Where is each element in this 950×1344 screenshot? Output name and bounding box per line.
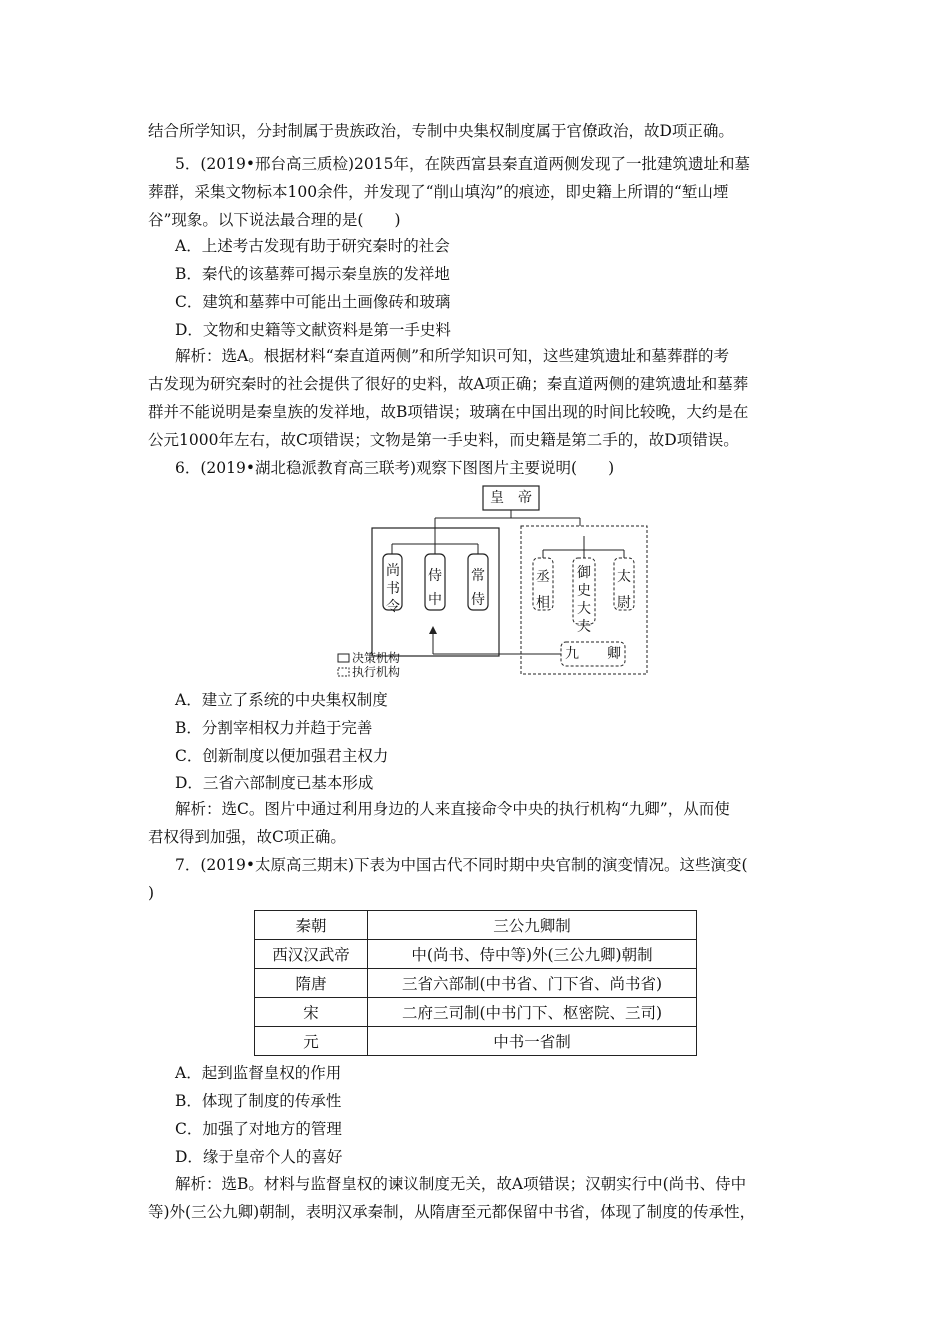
q5-stem-line-3: 谷”现象。以下说法最合理的是( ) [148,211,401,229]
q5-stem-line-1: 5．(2019•邢台高三质检)2015年，在陕西富县秦直道两侧发现了一批建筑遗址和墓 [175,155,750,173]
q5-option-a: A．上述考古发现有助于研究秦时的社会 [175,237,450,255]
q5-option-b: B．秦代的该墓葬可揭示秦皇族的发祥地 [175,265,450,283]
q7-analysis-line-1: 解析：选B。材料与监督皇权的谏议制度无关，故A项错误；汉朝实行中(尚书、侍中 [175,1175,747,1193]
q7-stem-line-1: 7．(2019•太原高三期末)下表为中国古代不同时期中央官制的演变情况。这些演变( [175,856,748,874]
q6-stem-line-1: 6．(2019•湖北稳派教育高三联考)观察下图图片主要说明( ) [175,459,615,477]
table-cell-system: 二府三司制(中书门下、枢密院、三司) [368,998,697,1027]
shangshuling-label: 尚 书 令 [386,563,400,615]
q7-analysis-line-2: 等)外(三公九卿)朝制，表明汉承秦制，从隋唐至元都保留中书省，体现了制度的传承性， [148,1203,756,1221]
q6-option-a: A．建立了系统的中央集权制度 [175,691,388,709]
q7-option-b: B．体现了制度的传承性 [175,1092,342,1110]
q6-option-d: D．三省六部制度已基本形成 [175,774,374,792]
q7-stem-line-2: ) [148,884,155,902]
table-cell-system: 中书一省制 [368,1027,697,1056]
central-government-diagram [336,484,666,680]
table-row [255,969,697,998]
table-row [255,998,697,1027]
table-cell-system: 中(尚书、侍中等)外(三公九卿)朝制 [368,940,697,969]
yushidafu-label: 御 史 大 夫 [577,565,591,635]
table-cell-system: 三公九卿制 [368,911,697,940]
official-system-table [254,910,697,1056]
table-cell-system: 三省六部制(中书省、门下省、尚书省) [368,969,697,998]
emperor-label: 皇 帝 [490,490,532,506]
q5-analysis-line-4: 公元1000年左右，故C项错误；文物是第一手史料，而史籍是第二手的，故D项错误。 [148,431,739,449]
q6-option-b: B．分割宰相权力并趋于完善 [175,719,373,737]
q7-option-d: D．缘于皇帝个人的喜好 [175,1148,343,1166]
q5-stem-line-2: 葬群，采集文物标本100余件，并发现了“削山填沟”的痕迹，即史籍上所谓的“堑山堙 [148,183,729,201]
intro-line: 结合所学知识，分封制属于贵族政治，专制中央集权制度属于官僚政治，故D项正确。 [148,122,734,140]
table-cell-period: 隋唐 [255,969,368,998]
table-cell-period: 宋 [255,998,368,1027]
taiwei-label: 太 尉 [617,569,631,611]
q6-analysis-line-2: 君权得到加强，故C项正确。 [148,828,346,846]
table-row [255,911,697,940]
table-cell-period: 元 [255,1027,368,1056]
q6-option-c: C．创新制度以便加强君主权力 [175,747,389,765]
table-cell-period: 秦朝 [255,911,368,940]
table-row [255,940,697,969]
q5-option-c: C．建筑和墓葬中可能出土画像砖和玻璃 [175,293,451,311]
legend-decision-label: 决策机构 [352,651,401,665]
table-row [255,1027,697,1056]
q5-analysis-line-2: 古发现为研究秦时的社会提供了很好的史料，故A项正确；秦直道两侧的建筑遗址和墓葬 [148,375,749,393]
table-cell-period: 西汉汉武帝 [255,940,368,969]
jiuqing-label: 九 卿 [565,646,621,662]
q5-analysis-line-1: 解析：选A。根据材料“秦直道两侧”和所学知识可知，这些建筑遗址和墓葬群的考 [175,347,730,365]
chengxiang-label: 丞 相 [536,569,550,611]
changshi-label: 常 侍 [471,568,485,608]
q5-analysis-line-3: 群并不能说明是秦皇族的发祥地，故B项错误；玻璃在中国出现的时间比较晚，大约是在 [148,403,749,421]
q7-option-c: C．加强了对地方的管理 [175,1120,342,1138]
shizhong-label: 侍 中 [428,568,442,608]
legend-execution-label: 执行机构 [352,665,401,679]
q7-option-a: A．起到监督皇权的作用 [175,1064,342,1082]
q5-option-d: D．文物和史籍等文献资料是第一手史料 [175,321,451,339]
q6-analysis-line-1: 解析：选C。图片中通过利用身边的人来直接命令中央的执行机构“九卿”，从而使 [175,800,730,818]
